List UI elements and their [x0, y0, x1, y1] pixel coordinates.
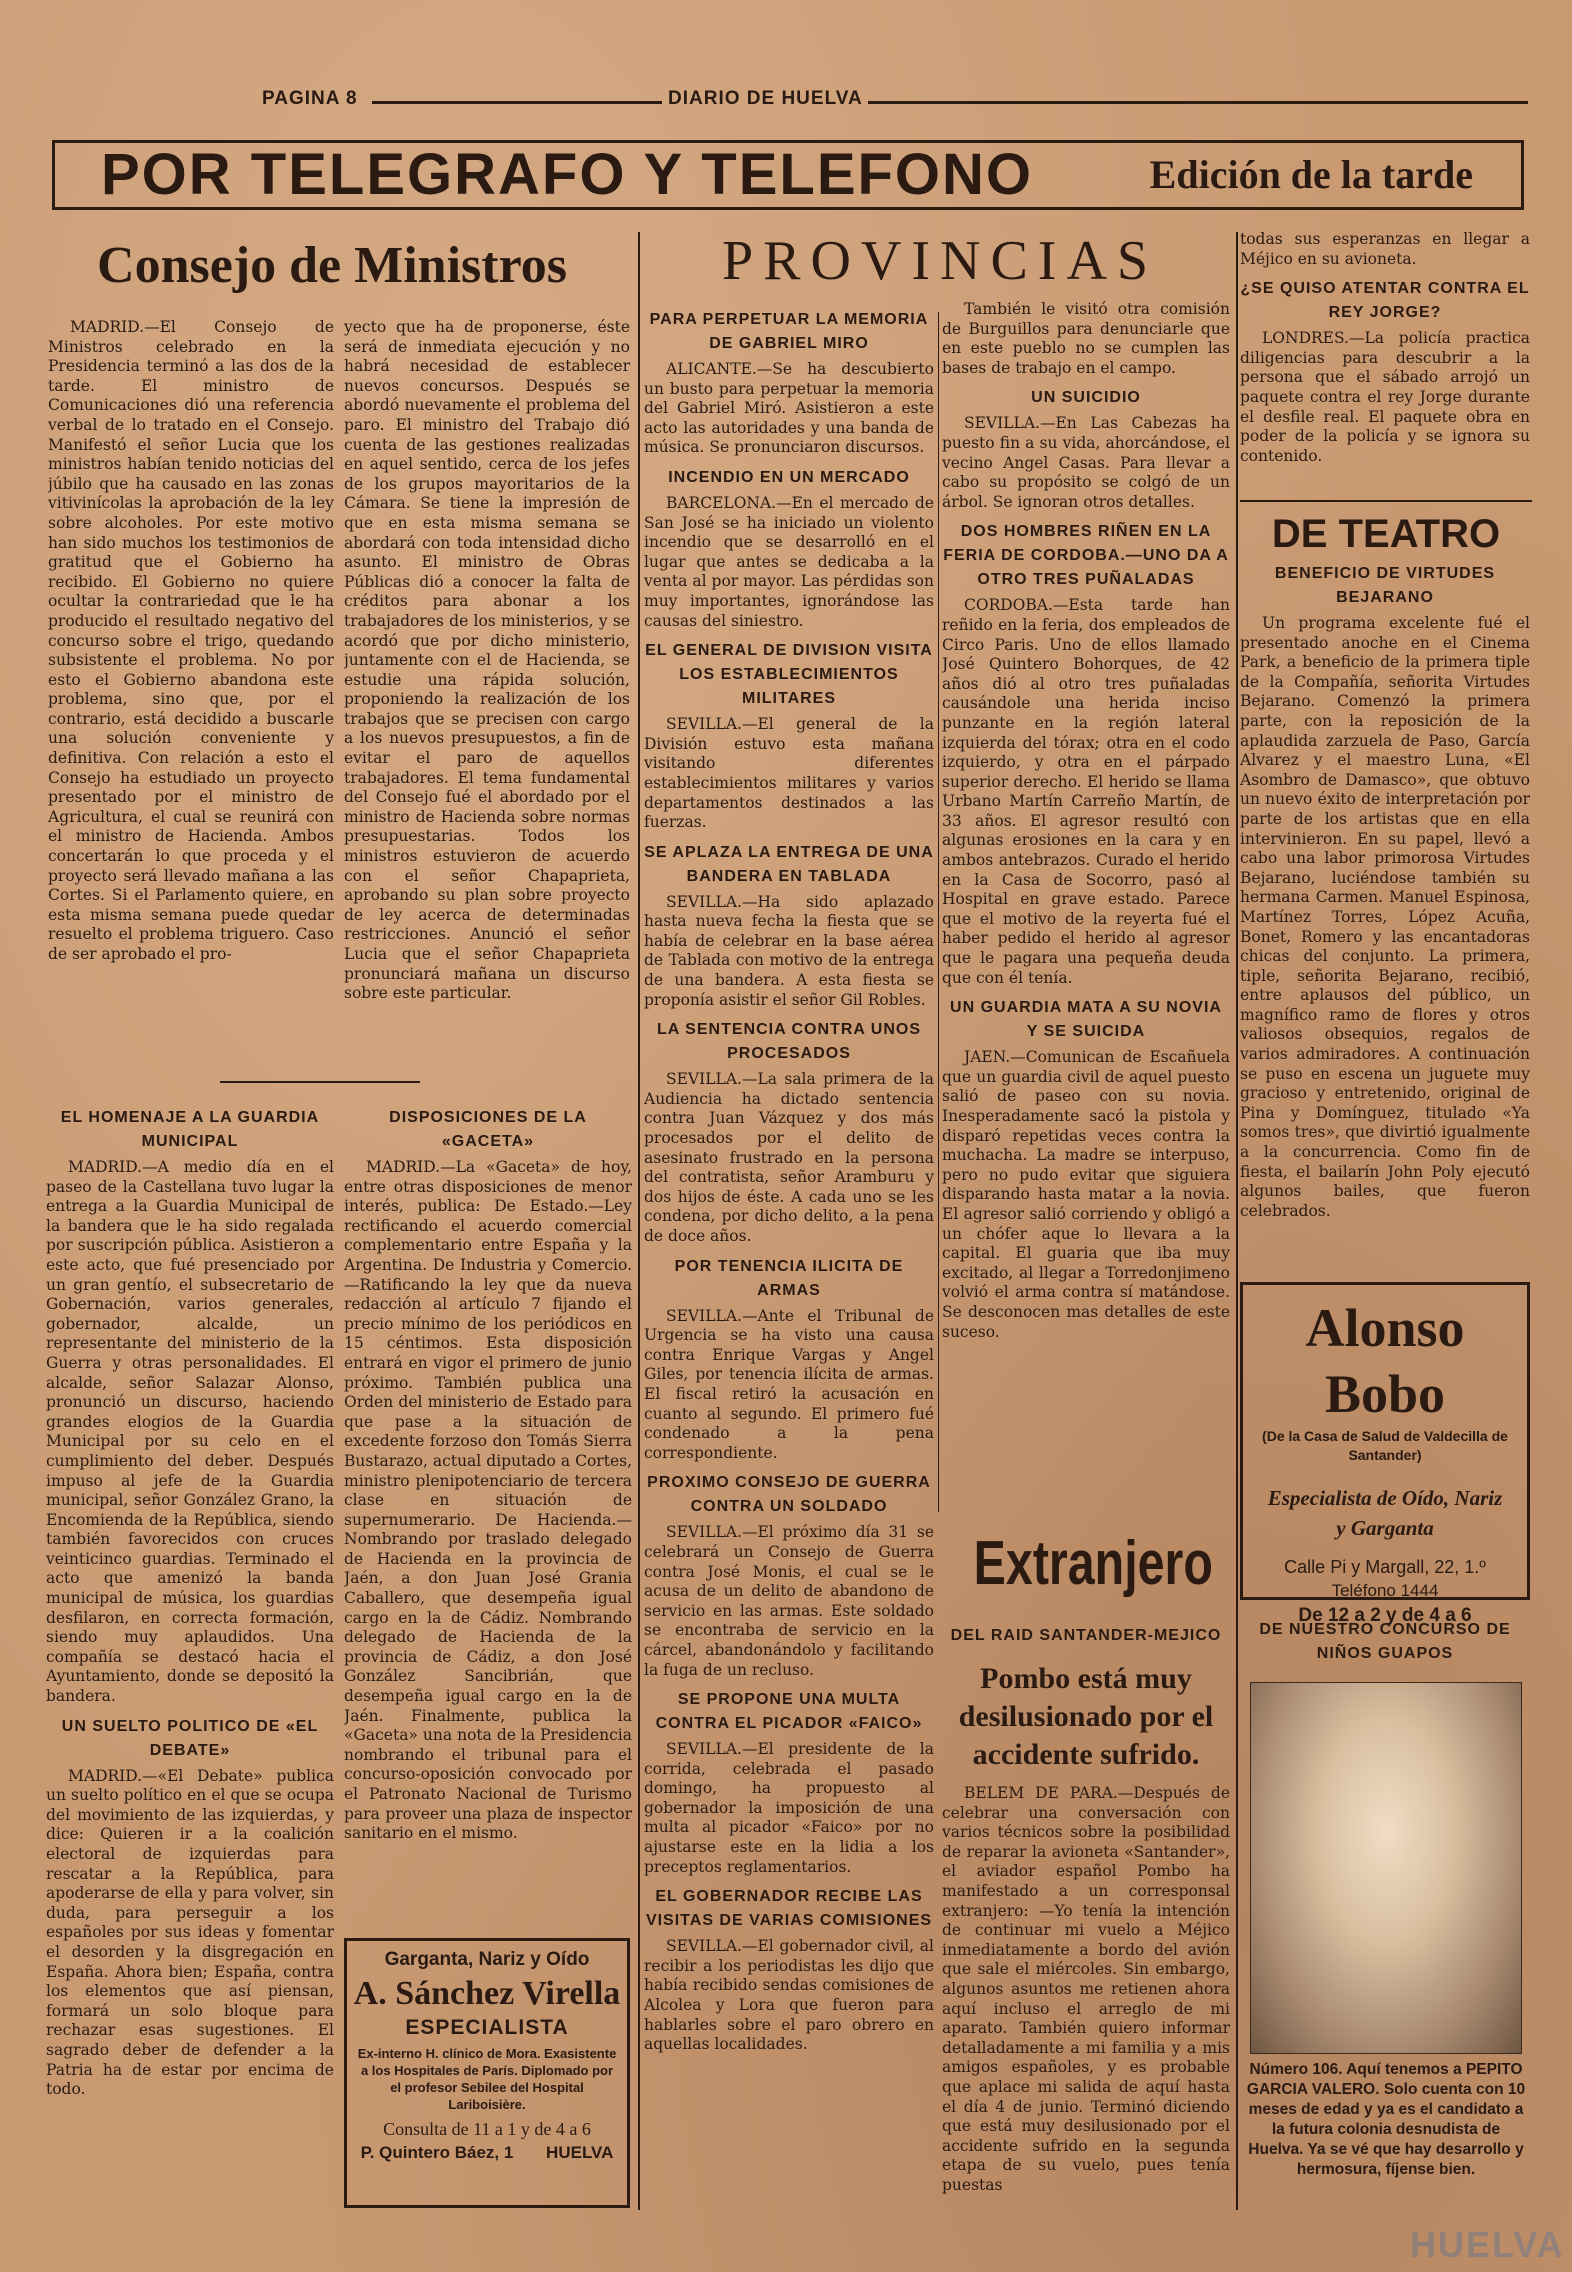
- photo-caption: Número 106. Aquí tenemos a PEPITO GARCIA VALERO. Solo cuenta con 10 meses de edad y ya es el candidato a la futura colonia desnudista de Huelva. Ya se vé que hay desarrollo y hermosura, fíjense bien.: [1246, 2061, 1526, 2178]
- news-item: [942, 520, 1230, 988]
- news-headline: DOS HOMBRES RIÑEN EN LA FERIA DE CORDOBA.—UNO DA A OTRO TRES PUÑALADAS: [943, 523, 1229, 589]
- column-rule: [938, 312, 939, 1512]
- ad-doctor-name: Alonso Bobo: [1305, 1298, 1465, 1424]
- provincias-title: PROVINCIAS: [721, 230, 1159, 292]
- news-text: CORDOBA.—Esta tarde han reñido en la feria, dos empleados de Circo Paris. Uno de ellos llamado José Quintero Bohorques, de 42 años dió al otro tres puñaladas causándole una herida inciso punzante en la región lateral izquierda del tórax; otra en el codo izquierdo, y otra en el párpado superior derecho. El herido se llama Urbano Martín Carreño Martín, de 33 años. El agresor resultó con algunas erosiones en la cara y en ambos antebrazos. Curado el herido en la Casa de Socorro, pasó al Hospital en grave estado. Parece que el motivo de la reyerta fué el haber pedido el herido al agresor que le pagara una pequeña deuda que con él tenía.: [942, 596, 1230, 987]
- news-headline: UN SUICIDIO: [1031, 389, 1141, 407]
- news-item: [942, 386, 1230, 512]
- section-title: POR TELEGRAFO Y TELEFONO: [101, 142, 1034, 207]
- news-item: [644, 308, 934, 458]
- news-headline: EL HOMENAJE A LA GUARDIA MUNICIPAL: [60, 1109, 320, 1150]
- ad-telephone: Teléfono 1444: [1331, 1581, 1439, 1600]
- header-rule: [868, 101, 1528, 104]
- provincias-column-2: [942, 300, 1230, 1512]
- ad-specialty: Garganta, Nariz y Oído: [384, 1949, 590, 1970]
- ad-hours: De 12 a 2 y de 4 a 6: [1298, 1605, 1472, 1626]
- news-text: BELEM DE PARA.—Después de celebrar una conversación con varios técnicos sobre la posibilidad de reparar la avioneta «Santander», el aviador español Pombo ha manifestado a un corresponsal extranjero: —Yo tenía la intención de continuar mi vuelo a Méjico inmediatamente a bordo del avión que sale el miércoles. Sin embargo, algunos asuntos me retienen ahora aquí incluso el arreglo de mi aparato. También quiero informar detalladamente a mi familia y a mis amigos españoles, y es probable que aplace mi salida de aquí hasta el día 4 de junio. Terminó diciendo que está muy desilusionado por el accidente sufrido en la segunda etapa de su vuelo, pues tenía puestas: [942, 1784, 1230, 2194]
- news-item: [942, 996, 1230, 1342]
- article-text: yecto que ha de proponerse, éste será de inmediata ejecución y no habrá necesidad de establecer nuevos concursos. Después se abordó nuevamente el problema del paro. El ministro del Trabajo dió cuenta de las gestiones realizadas en aquel sentido, cerca de los jefes de los grupos mayoritarios de la Cámara. Se tiene la impresión de que en esta misma semana se abordará con toda intensidad dicho asunto. El ministro de Obras Públicas dió a conocer la falta de créditos para abonar a los trabajadores de los ministerios, y se acordó que por dicho ministerio, juntamente con el de Hacienda, se estudie una rápida solución, proponiendo la realización de los trabajos que se precisen con cargo a los nuevos presupuestos, a fin de evitar el paro de aquellos trabajadores. El tema fundamental del Consejo fué el abordado por el ministro de Hacienda sobre normas presupuestarias. Todos los ministros estuvieron de acuerdo con el señor Chapaprieta, aprobando su plan sobre proyecto de ley acerca de determinadas restricciones. Anunció el señor Lucia que el señor Chapaprieta pronunciará mañana un discurso sobre este particular.: [344, 318, 630, 1003]
- news-text: MADRID.—La «Gaceta» de hoy, entre otras disposiciones de menor interés, publica: De Estado.—Ley rectificando el acuerdo comercial complementario entre España y la Argentina. De Industria y Comercio.—Ratificando la ley que da nueva redacción al artículo 7 fijando el precio mínimo de los periódicos en 15 céntimos. Esta disposición entrará en vigor el primero de junio próximo. También publica una Orden del ministerio de Estado para que pase a la situación de excedente forzoso don Tomás Sierra Bustarazo, actual diputado a Cortes, ministro plenipotenciario de tercera clase en situación de supernumerario. De Hacienda.—Nombrando por traslado delegado de Hacienda en la provincia de Jaén, a don Juan José Grania Caballero, que desempeña igual cargo en la de Cádiz. Nombrando delegado de Hacienda de la provincia de Cádiz, a don José González Sancibrián, que desempeña igual cargo en la de Jaén. Finalmente, publica la «Gaceta» una nota de la Presidencia nombrando el tribunal para el concurso-oposición convocado por el Patronato Nacional de Turismo para proveer una plaza de inspector sanitario en el mismo.: [344, 1158, 632, 1843]
- news-headline: UN GUARDIA MATA A SU NOVIA Y SE SUICIDA: [950, 999, 1222, 1041]
- header-rule: [372, 101, 662, 104]
- ad-subtitle: (De la Casa de Salud de Valdecilla de Santander): [1262, 1428, 1508, 1463]
- news-item: [644, 841, 934, 1011]
- news-headline: ¿SE QUISO ATENTAR CONTRA EL REY JORGE?: [1240, 280, 1530, 322]
- news-text: SEVILLA.—El presidente de la corrida, celebrada el pasado domingo, ha propuesto al gobernador la imposición de una multa al picador «Faico» por no ajustarse este en la lidia a los preceptos reglamentarios.: [644, 1740, 934, 1876]
- news-item: [942, 300, 1230, 378]
- news-item: [644, 1018, 934, 1246]
- ad-address: P. Quintero Báez, 1: [360, 2143, 514, 2162]
- news-text: SEVILLA.—El gobernador civil, al recibir a los periodistas les dijo que había recibido sendas comisiones de Alcolea y Lora que fueron para hablarles sobre el paro obrero en aquellas localidades.: [644, 1937, 934, 2054]
- extranjero-column: [942, 1616, 1230, 2210]
- news-headline: UN SUELTO POLITICO DE «EL DEBATE»: [61, 1717, 319, 1759]
- news-item: [46, 1106, 334, 1707]
- news-headline: SE PROPONE UNA MULTA CONTRA EL PICADOR «FAICO»: [655, 1691, 923, 1733]
- ad-specialty: Especialista de Oído, Nariz y Garganta: [1267, 1486, 1503, 1540]
- news-text: SEVILLA.—Ha sido aplazado hasta nueva fecha la fiesta que se había de celebrar en la base aérea de Tablada con motivo de la entrega de una bandera. A esta fiesta se proponía asistir el señor Gil Robles.: [644, 892, 934, 1009]
- ad-address-line: [351, 2141, 623, 2165]
- news-text: SEVILLA.—Ante el Tribunal de Urgencia se ha visto una causa contra Enrique Vargas y Angel Giles, por tenencia ilícita de armas. El fiscal retiró la acusación en cuanto al segundo. El primero fué condenado a la pena correspondiente.: [644, 1306, 934, 1462]
- news-item: [644, 639, 934, 833]
- ad-title: ESPECIALISTA: [405, 2016, 569, 2039]
- ad-alonso-bobo: [1240, 1282, 1530, 1626]
- news-headline: LA SENTENCIA CONTRA UNOS PROCESADOS: [657, 1021, 921, 1063]
- news-headline: DISPOSICIONES DE LA «GACETA»: [389, 1109, 587, 1150]
- ad-description: Ex-interno H. clínico de Mora. Exasistente a los Hospitales de París. Diplomado por el profesor Sebilee del Hospital Lariboisière.: [357, 2046, 617, 2112]
- section-masthead: [52, 140, 1524, 210]
- page-number: PAGINA 8: [262, 88, 358, 109]
- news-text: BARCELONA.—En el mercado de San José se ha iniciado un violento incendio que se desarrolló en el lugar que antes se dedicaba a la venta al por mayor. Las pérdidas son muy importantes, ignorándose las causas del siniestro.: [644, 493, 934, 630]
- ad-address: Calle Pi y Margall, 22, 1.º: [1284, 1557, 1486, 1577]
- right-column-top: [1240, 230, 1530, 490]
- teatro-column: [1240, 562, 1530, 1278]
- archive-watermark: HUELVA: [1410, 2224, 1565, 2265]
- divider: [1240, 500, 1532, 502]
- teatro-title: DE TEATRO: [1271, 512, 1501, 556]
- news-headline: POR TENENCIA ILICITA DE ARMAS: [674, 1257, 904, 1299]
- ad-city: HUELVA: [546, 2143, 614, 2162]
- concurso-header: [1240, 1618, 1530, 1666]
- news-text: También le visitó otra comisión de Burguillos para denunciarle que en este pueblo no se cumplen las bases de trabajo en el campo.: [942, 300, 1230, 377]
- column-rule: [638, 232, 640, 2210]
- consejo-column-1: [48, 318, 334, 1068]
- divider: [220, 1081, 420, 1083]
- consejo-column-2: [344, 318, 630, 1068]
- news-item: [644, 1688, 934, 1877]
- news-headline: SE APLAZA LA ENTREGA DE UNA BANDERA EN TABLADA: [644, 843, 934, 885]
- news-headline: PARA PERPETUAR LA MEMORIA DE GABRIEL MIRO: [649, 311, 929, 352]
- extranjero-title: Extranjero: [973, 1529, 1213, 1598]
- ad-doctor-name: A. Sánchez Virella: [353, 1975, 621, 2012]
- news-headline: EL GENERAL DE DIVISION VISITA LOS ESTABLECIMIENTOS MILITARES: [645, 642, 933, 708]
- news-headline: PROXIMO CONSEJO DE GUERRA CONTRA UN SOLDADO: [647, 1474, 931, 1516]
- news-item: [644, 466, 934, 631]
- news-text: LONDRES.—La policía practica diligencias para descubrir a la persona que el sábado arrojó un paquete contra el rey Jorge durante el desfile real. El paquete obra en poder de la policía y se ignora su contenido.: [1240, 329, 1530, 465]
- left-lower-column-1: [46, 1098, 334, 2210]
- news-text: ALICANTE.—Se ha descubierto un busto para perpetuar la memoria del Gabriel Miró. Asistieron a este acto las autoridades y una banda de música. Se pronunciaron discursos.: [644, 360, 934, 457]
- news-item: [644, 1885, 934, 2055]
- news-item: [344, 1106, 632, 1844]
- consejo-title: Consejo de Ministros: [97, 237, 567, 294]
- ad-hours: Consulta de 11 a 1 y de 4 a 6: [383, 2119, 591, 2139]
- ad-sanchez-virella: [344, 1938, 630, 2208]
- column-rule: [1236, 232, 1238, 2210]
- news-text: JAEN.—Comunican de Escañuela que un guardia civil de aquel puesto salió de paseo con su novia. Inesperadamente sacó la pistola y disparó repetidas veces contra la muchacha. La madre se interpuso, pero no pudo evitar que siguiera disparando hasta matar a la novia. El agresor salió corriendo y obligó a un chófer aque lo llevara a la capital. El guaria que iba muy excitado, al llegar a Torredonjimeno volvió el arma contra sí matándose. Se desconocen mas detalles de este suceso.: [942, 1048, 1230, 1341]
- news-item: [46, 1715, 334, 2100]
- news-text: SEVILLA.—En Las Cabezas ha puesto fin a su vida, ahorcándose, el vecino Angel Casas. Para llevar a cabo su propósito se colgó de un árbol. Se ignoran otros detalles.: [942, 414, 1230, 511]
- news-text: Un programa excelente fué el presentado anoche en el Cinema Park, a beneficio de la primera tiple de la Compañía, señorita Virtudes Bejarano. Comenzó la primera parte, con la reposición de la aplaudida zarzuela de Paso, García Alvarez y el maestro Luna, «El Asombro de Damasco», que obtuvo un nuevo éxito de interpretación por parte de los artistas que en ella intervinieron. En su papel, llevó a cabo una labor primorosa Virtudes Bejarano, luciéndose también su hermana Carmen. Manuel Espinosa, Martínez Torres, López Acuña, Bonet, Romero y las encantadoras chicas del conjunto. La primera, tiple, señorita Bejarano, recibió, entre aplausos del público, un magnífico ramo de flores y otros valiosos obsequios, regalos de varios admiradores. A continuación se puso en escena un juguete muy gracioso y entretenido, original de Pina y Domínguez, titulado «Ya somos tres», que divirtió igualmente a la concurrencia. Como fin de fiesta, el bailarín John Poly ejecutó algunos bailes, que fueron celebrados.: [1240, 614, 1530, 1220]
- news-item: [644, 1471, 934, 1680]
- left-lower-column-2: [344, 1098, 632, 1938]
- news-text: SEVILLA.—La sala primera de la Audiencia ha dictado sentencia contra Juan Vázquez y dos más procesados por el delito de asesinato frustrado en la persona del contratista, señor Aramburu y dos hijos de éste. A cada uno se les condena, por dicho delito, a la pena de doce años.: [644, 1070, 934, 1245]
- article-text: MADRID.—El Consejo de Ministros celebrado en la Presidencia terminó a las dos de la tarde. El ministro de Comunicaciones dió una referencia verbal de lo tratado en el Consejo. Manifestó el señor Lucia que los ministros habían tenido noticias del júbilo que ha causado en las zonas vitivinícolas la aprobación de la ley sobre alcoholes. Por este motivo han sido muchos los testimonios de gratitud que el Gobierno ha recibido. El Gobierno no quiere ocultar la contrariedad que le ha producido el resultado negativo del concurso sobre el trigo, quedando subsistente el problema. No por esto el Gobierno abandona este problema, sino que, por el contrario, está decidido a buscarle una solución conveniente y definitiva. Con relación a esto el Consejo ha estudiado un proyecto presentado por el ministro de Agricultura, el cual se reunirá con el ministro de Hacienda. Ambos concertarán lo que proceda y el proyecto será llevado mañana a las Cortes. Si el Parlamento quiere, en esta misma semana puede quedar resuelto el problema triguero. Caso de ser aprobado el pro-: [48, 318, 334, 963]
- news-headline: DEL RAID SANTANDER-MEJICO: [950, 1627, 1222, 1644]
- news-text: todas sus esperanzas en llegar a Méjico en su avioneta.: [1240, 230, 1530, 268]
- news-headline: EL GOBERNADOR RECIBE LAS VISITAS DE VARIAS COMISIONES: [645, 1888, 933, 1930]
- news-text: SEVILLA.—El próximo día 31 se celebrará un Consejo de Guerra contra José Monis, el cual se le acusa de un delito de abandono de servicio en las armas. Este soldado se encontraba de servicio en la cárcel, abandonándolo y facilitando la fuga de un recluso.: [644, 1523, 934, 1679]
- news-headline: BENEFICIO DE VIRTUDES BEJARANO: [1274, 565, 1496, 606]
- provincias-column-1: [644, 300, 934, 2210]
- baby-photo: [1250, 1682, 1522, 2054]
- paper-name: DIARIO DE HUELVA: [668, 88, 863, 109]
- news-text: MADRID.—«El Debate» publica un suelto político en el que se ocupa del movimiento de las izquierdas, y dice: Quieren ir a la coalición electoral de izquierdas para rescatar a la República, para apoderarse de ella y para volver, sin duda, para perseguir a los españoles por sus ideas y fomentar el desorden y la disgregación en España. Ahora bien; España, contra los elementos que así piensan, formará un solo bloque para rechazar esas sugestiones. El sagrado deber de defender a la Patria ha de estar por encima de todo.: [46, 1766, 334, 2099]
- news-headline: DE NUESTRO CONCURSO DE NIÑOS GUAPOS: [1259, 1621, 1511, 1662]
- news-subheadline: Pombo está muy desilusionado por el accidente sufrido.: [958, 1662, 1214, 1771]
- news-item: [644, 1255, 934, 1464]
- edition-label: Edición de la tarde: [1149, 152, 1473, 197]
- news-headline: INCENDIO EN UN MERCADO: [668, 468, 910, 486]
- news-text: MADRID.—A medio día en el paseo de la Castellana tuvo lugar la entrega a la Guardia Municipal de la bandera que le ha sido regalada por suscripción pública. Asistieron a este acto, que fué presenciado por un gran gentío, el subsecretario de Gobernación, varios generales, gobernador, alcalde, un representante del ministerio de la Guerra y otras personalidades. El alcalde, señor Salazar Alonso, pronunció un discurso, haciendo grandes elogios de la Guardia Municipal por su celo en el cumplimiento del deber. Después impuso al jefe de la Guardia municipal, señor González Grano, la Encomienda de la República, siendo también favorecidos con cruces veinticinco guardias. Terminado el acto que amenizó la banda municipal de música, los guardias desfilaron, en correcta formación, siendo muy aplaudidos. Una compañía se destacó hacia el Ayuntamiento, donde se depositó la bandera.: [46, 1158, 334, 1706]
- news-text: SEVILLA.—El general de la División estuvo esta mañana visitando diferentes establecimientos militares y varios departamentos destinados a las fuerzas.: [644, 715, 934, 832]
